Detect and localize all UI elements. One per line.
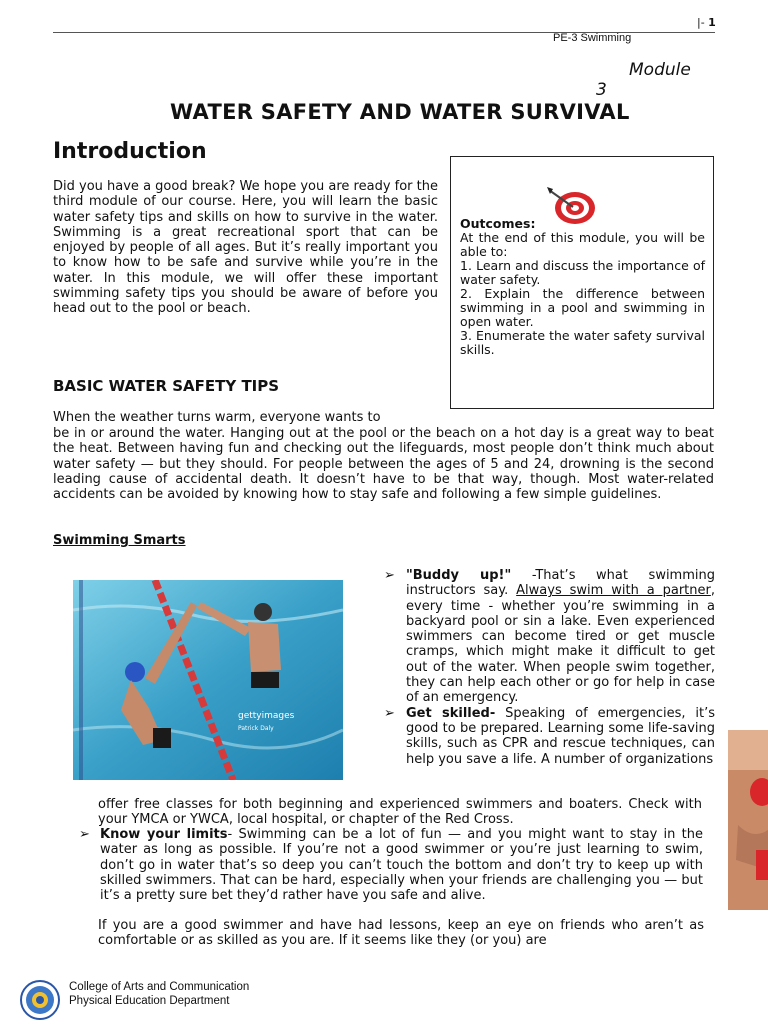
outcome-item: 1. Learn and discuss the importance of water safety. — [460, 258, 705, 287]
college-seal-logo — [20, 980, 60, 1020]
basic-tips-paragraph: be in or around the water. Hanging out at the pool or the beach on a hot day is a great way to beat the heat. Between having fun and checking out the lifeguards, most people don’t think much about water safety — but they should. For people between the ages of 5 and 24, drowning is the second leading cause of accidental death. It doesn’t have to be that way, though. Most water-related accidents can be avoided by knowing how to stay safe and following a few simple guidelines. — [53, 426, 714, 503]
skilled-label: Get skilled- — [406, 705, 496, 721]
course-label: PE-3 Swimming — [553, 32, 632, 44]
lifeguard-photo-partial — [728, 730, 768, 910]
module-number: 3 — [596, 80, 607, 100]
outcomes-lead: At the end of this module, you will be able to: — [460, 230, 705, 259]
page-number: |- 1 — [697, 16, 716, 29]
footer-college: College of Arts and Communication — [69, 981, 250, 993]
swimmers-photo — [73, 580, 343, 780]
footer-text — [69, 980, 249, 1008]
arrow-bullet-icon: ➢ — [384, 568, 395, 583]
outcomes-heading: Outcomes: — [460, 216, 536, 231]
intro-heading: Introduction — [53, 139, 207, 164]
basic-tips-first-line: When the weather turns warm, everyone wants to — [53, 410, 381, 425]
limits-label: Know your limits — [100, 827, 228, 842]
list-item: ➢ "Buddy up!" -That’s what swimming instructors say. Always swim with a partner, every time - whether you’re swimming in a backyard pool or sin a lake. Even experienced swimmers can become tired or get muscle cramps, which might make it difficult to get out of the water. When people swim together, they can help each other or go for help in case of an emergency. — [384, 568, 715, 706]
document-title: WATER SAFETY AND WATER SURVIVAL — [170, 100, 630, 124]
list-item: ➢ Get skilled- Speaking of emergencies, it’s good to be prepared. Learning some life-saving skills, such as CPR and rescue techniques, can help you save a life. A number of organizations — [384, 705, 716, 767]
basic-tips-heading: BASIC WATER SAFETY TIPS — [53, 377, 280, 395]
buddy-label: "Buddy up!" — [406, 568, 512, 583]
list-item: ➢ Know your limits- Swimming can be a lot of fun — and you might want to stay in the water as long as possible. If you’re not a good swimmer or you’re just learning to swim, don’t go in water that’s so deep you can’t touch the bottom and don’t try to keep up with skilled swimmers. That can be hard, especially when your friends are challenging you — but it’s a pretty sure bet they’d rather have you safe and alive. — [79, 827, 703, 904]
arrow-bullet-icon: ➢ — [384, 705, 395, 721]
good-swimmer-paragraph: If you are a good swimmer and have had lessons, keep an eye on friends who aren’t as comfortable or as skilled as you are. If it seems like they (or you) are — [98, 918, 704, 949]
swimming-smarts-list — [384, 568, 715, 767]
footer-department: Physical Education Department — [69, 995, 230, 1007]
outcome-item: 3. Enumerate the water safety survival skills. — [460, 328, 705, 357]
module-label: Module — [629, 60, 691, 80]
buddy-underline: Always swim with a partner — [516, 583, 711, 599]
outcome-item: 2. Explain the difference between swimming in a pool and swimming in open water. — [460, 286, 705, 329]
arrow-bullet-icon: ➢ — [79, 827, 90, 842]
photo-credit: Patrick Daly — [238, 725, 274, 732]
intro-paragraph: Did you have a good break? We hope you are ready for the third module of our course. Here, you will learn the basic water safety tips and skills on how to survive in the water. Swimming is a great recreational sport that can be enjoyed by people of all ages. But it’s really important you to know how to be safe and survive while you’re in the water. In this module, we will offer these important swimming safety tips you should be aware of before you head out to the pool or beach. — [53, 179, 438, 317]
swimming-smarts-heading: Swimming Smarts — [53, 533, 186, 548]
skilled-continuation: offer free classes for both beginning and experienced swimmers and boaters. Check with your YMCA or YWCA, local hospital, or chapter of the Red Cross. — [98, 797, 702, 828]
photo-watermark: gettyimages — [238, 711, 295, 721]
outcomes-text — [460, 217, 705, 357]
